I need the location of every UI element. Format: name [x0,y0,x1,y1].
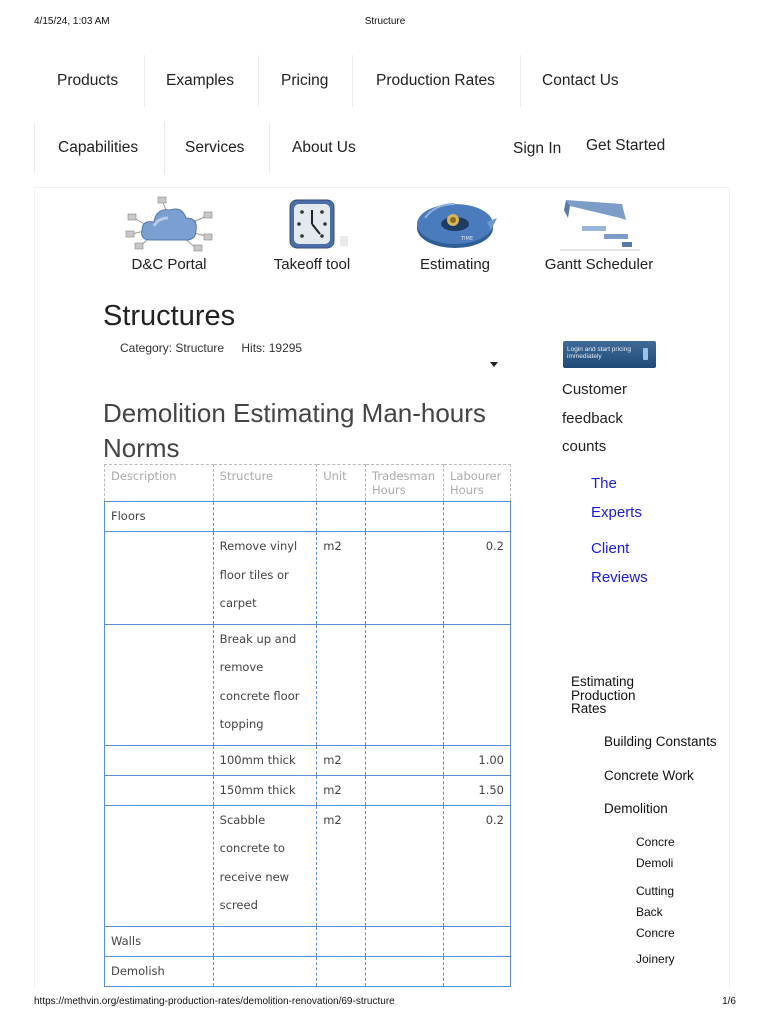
gantt-bars-icon [540,196,658,252]
structure-cell [213,502,317,532]
tradesman-cell [366,775,444,805]
link-the-experts[interactable]: The Experts [591,475,642,521]
top-nav-row2 [34,122,730,188]
description-cell [105,775,214,805]
column-header: Labourer Hours [444,465,511,502]
category-label: Category: Structure [120,341,225,355]
nav-pricing[interactable]: Pricing [281,72,329,89]
banner-text: Login and start pricing immediately [567,346,631,360]
print-page-number: 1/6 [722,996,736,1007]
table-row [105,926,511,956]
clock-app-icon [262,196,362,252]
nav-about-us[interactable]: About Us [292,139,356,156]
tree-subitem[interactable]: Concre [636,836,675,849]
tool-label: Gantt Scheduler [544,256,654,273]
tool-gantt-scheduler[interactable] [540,196,658,276]
structure-cell: Remove vinyl floor tiles or carpet [213,532,317,625]
unit-cell [317,502,366,532]
table-row [105,956,511,986]
labourer-cell: 1.00 [444,745,511,775]
table-row [105,745,511,775]
unit-cell: m2 [317,775,366,805]
svg-text:TIME: TIME [461,236,474,242]
tree-subitem[interactable]: Demoli [636,857,674,870]
nav-capabilities[interactable]: Capabilities [58,139,139,156]
login-pricing-banner[interactable] [563,341,656,368]
nav-services[interactable]: Services [185,139,245,156]
unit-cell [317,956,366,986]
tradesman-cell [366,956,444,986]
structure-cell: 150mm thick [213,775,317,805]
nav-divider [258,55,259,107]
feedback-line: feedback [562,409,623,427]
column-header: Structure [213,465,317,502]
description-cell [105,745,214,775]
description-cell [105,805,214,926]
structure-cell [213,956,317,986]
nav-contact-us[interactable]: Contact Us [542,72,619,89]
labourer-cell: 0.2 [444,805,511,926]
nav-products[interactable]: Products [57,72,119,89]
nav-divider [144,55,145,107]
table-row [105,624,511,745]
table-header-row [105,465,511,502]
hits-label: Hits: 19295 [241,341,303,355]
nav-examples[interactable]: Examples [166,72,235,89]
tool-takeoff[interactable] [262,196,362,276]
tool-label: D&C Portal [131,256,207,273]
column-header: Description [105,465,214,502]
unit-cell: m2 [317,745,366,775]
tool-label: Takeoff tool [273,256,351,273]
article-meta [120,341,316,355]
nav-divider [269,122,270,174]
tradesman-cell [366,745,444,775]
labourer-cell [444,624,511,745]
unit-cell [317,926,366,956]
description-cell: Floors [105,502,214,532]
tradesman-cell [366,502,444,532]
print-date: 4/15/24, 1:03 AM [34,16,110,27]
tool-dc-portal[interactable] [118,196,220,276]
feedback-heading [562,376,627,462]
tree-title[interactable]: Estimating Production Rates [571,674,636,716]
nav-divider [34,122,35,174]
feedback-line: counts [562,438,607,455]
description-cell: Demolish [105,956,214,986]
tree-subitem[interactable]: Concre [636,927,675,940]
description-cell [105,532,214,625]
tool-estimating[interactable] [405,196,505,276]
structure-cell: Scabble concrete to receive new screed [213,805,317,926]
top-nav-row1 [34,55,730,107]
tree-item-concrete-work[interactable]: Concrete Work [604,768,694,783]
print-title: Structure [364,16,406,27]
nav-divider [520,55,521,107]
print-url: https://methvin.org/estimating-production-rates/demolition-renovation/69-structure [34,996,395,1007]
tree-subitem[interactable]: Cutting [636,885,675,898]
tradesman-cell [366,624,444,745]
nav-divider [164,122,165,174]
unit-cell: m2 [317,532,366,625]
table-row [105,775,511,805]
sign-in-link[interactable]: Sign In [513,140,562,157]
production-rates-tree [571,674,717,966]
tradesman-cell [366,926,444,956]
description-cell [105,624,214,745]
tree-subitem[interactable]: Back [636,906,663,919]
table-row [105,502,511,532]
table-row [105,532,511,625]
tradesman-cell [366,805,444,926]
tree-item-demolition[interactable]: Demolition [604,801,668,816]
tree-item-building-constants[interactable]: Building Constants [604,734,717,749]
labourer-cell: 0.2 [444,532,511,625]
structure-cell: 100mm thick [213,745,317,775]
article-title: Demolition Estimating Man-hours Norms [103,398,486,463]
get-started-link[interactable]: Get Started [586,137,666,154]
tree-subitem[interactable]: Joinery [636,953,675,966]
chevron-down-icon[interactable] [490,362,498,367]
structure-cell [213,926,317,956]
labourer-cell [444,502,511,532]
unit-cell [317,624,366,745]
column-header: Unit [317,465,366,502]
unit-cell: m2 [317,805,366,926]
banner-icon [643,348,648,360]
page-title: Structures [103,300,236,332]
nav-divider [352,55,353,107]
column-header: Tradesman Hours [366,465,444,502]
link-client-reviews[interactable]: Client Reviews [591,540,648,586]
tradesman-cell [366,532,444,625]
norms-table [104,464,511,987]
labourer-cell [444,956,511,986]
description-cell: Walls [105,926,214,956]
cycle-diagram-icon [405,196,505,252]
labourer-cell: 1.50 [444,775,511,805]
table-row [105,805,511,926]
tool-label: Estimating [419,256,491,273]
nav-production-rates[interactable]: Production Rates [376,72,495,89]
feedback-line: Customer [562,381,628,398]
cloud-network-icon [118,196,220,252]
labourer-cell [444,926,511,956]
sidebar-links [591,470,655,600]
structure-cell: Break up and remove concrete floor topping [213,624,317,745]
